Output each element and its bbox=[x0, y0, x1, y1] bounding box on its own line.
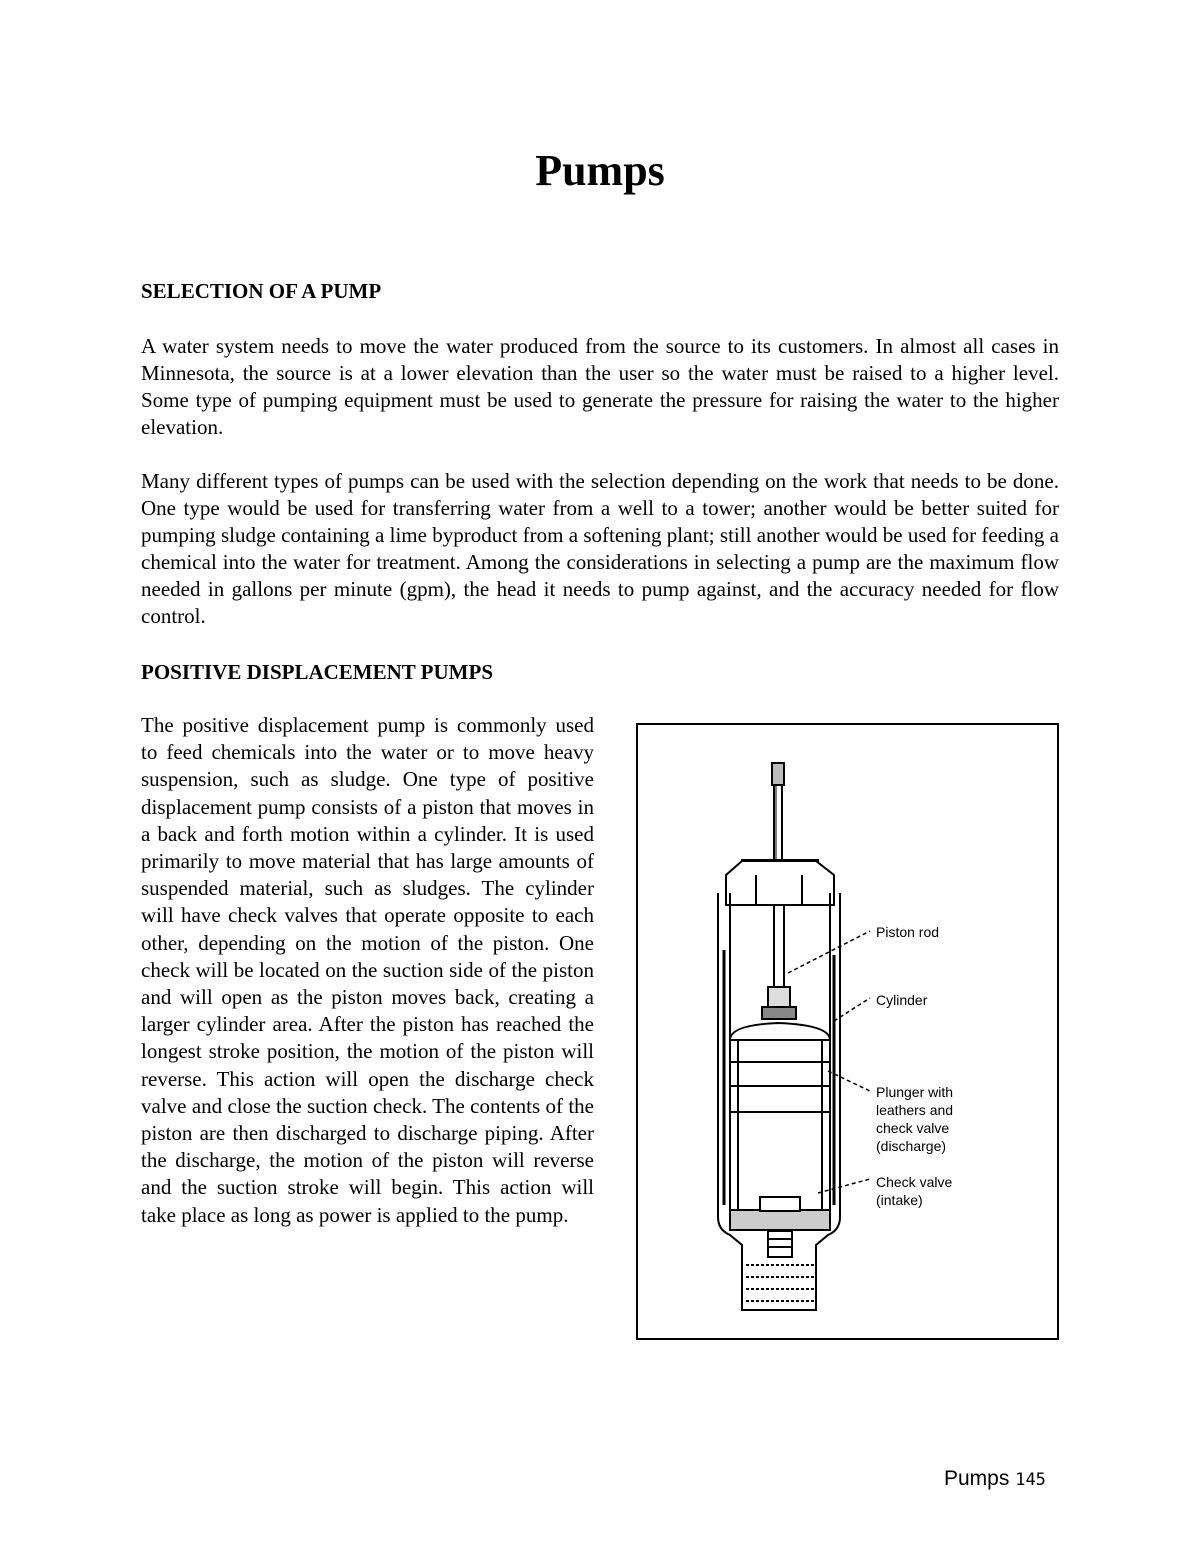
piston-pump-illustration bbox=[638, 725, 1059, 1340]
page-title: Pumps bbox=[535, 146, 665, 195]
paragraph-selection-2: Many different types of pumps can be used with the selection depending on the work that needs to be done. One type would be used for transferring water from a well to a tower; another would be better suited for pumping sludge containing a lime byproduct from a softening plant; still another would be used for feeding a chemical into the water for treatment. Among the considerations in selecting a pump are the maximum flow needed in gallons per minute (gpm), the head it needs to pump against, and the accuracy needed for flow control. bbox=[141, 469, 1059, 628]
callout-plunger-line-2: leathers and bbox=[876, 1102, 954, 1118]
paragraph-positive-displacement: The positive displacement pump is commonly used to feed chemicals into the water or to move heavy suspension, such as sludge. One type of positive displacement pump consists of a piston that moves in a back and forth motion within a cylinder. It is used primarily to move material that has large amounts of suspended material, such as sludges. The cylinder will have check valves that operate opposite to each other, depending on the motion of the piston. One check will be located on the suction side of the piston and will open as the piston moves back, creating a larger cylinder area. After the piston has reached the longest stroke position, the motion of the piston will reverse. This action will open the discharge check valve and close the suction check. The contents of the piston are then discharged to discharge piping. After the discharge, the motion of the piston will reverse and the suction stroke will begin. This action will take place as long as power is applied to the pump. bbox=[141, 713, 594, 1227]
callout-plunger-line-3: check valve bbox=[876, 1120, 950, 1136]
callout-check-valve-line-2: (intake) bbox=[876, 1192, 923, 1208]
section-heading-positive-displacement: POSITIVE DISPLACEMENT PUMPS bbox=[141, 660, 493, 684]
page-footer bbox=[944, 1466, 1046, 1493]
footer-label: Pumps bbox=[944, 1467, 1010, 1490]
callout-cylinder: Cylinder bbox=[876, 992, 928, 1008]
paragraph-selection-1: A water system needs to move the water produced from the source to its customers. In almost all cases in Minnesota, the source is at a lower elevation than the user so the water must be raised to a higher level. Some type of pumping equipment must be used to generate the pressure for raising the water to the higher elevation. bbox=[141, 334, 1059, 439]
page-number: 145 bbox=[1015, 1470, 1046, 1490]
callout-plunger-line-4: (discharge) bbox=[876, 1138, 947, 1154]
pump-diagram-figure bbox=[636, 723, 1059, 1340]
callout-plunger-line-1: Plunger with bbox=[876, 1084, 954, 1100]
callout-piston-rod: Piston rod bbox=[876, 924, 940, 940]
section-heading-selection: SELECTION OF A PUMP bbox=[141, 279, 382, 303]
callout-check-valve-line-1: Check valve bbox=[876, 1174, 953, 1190]
